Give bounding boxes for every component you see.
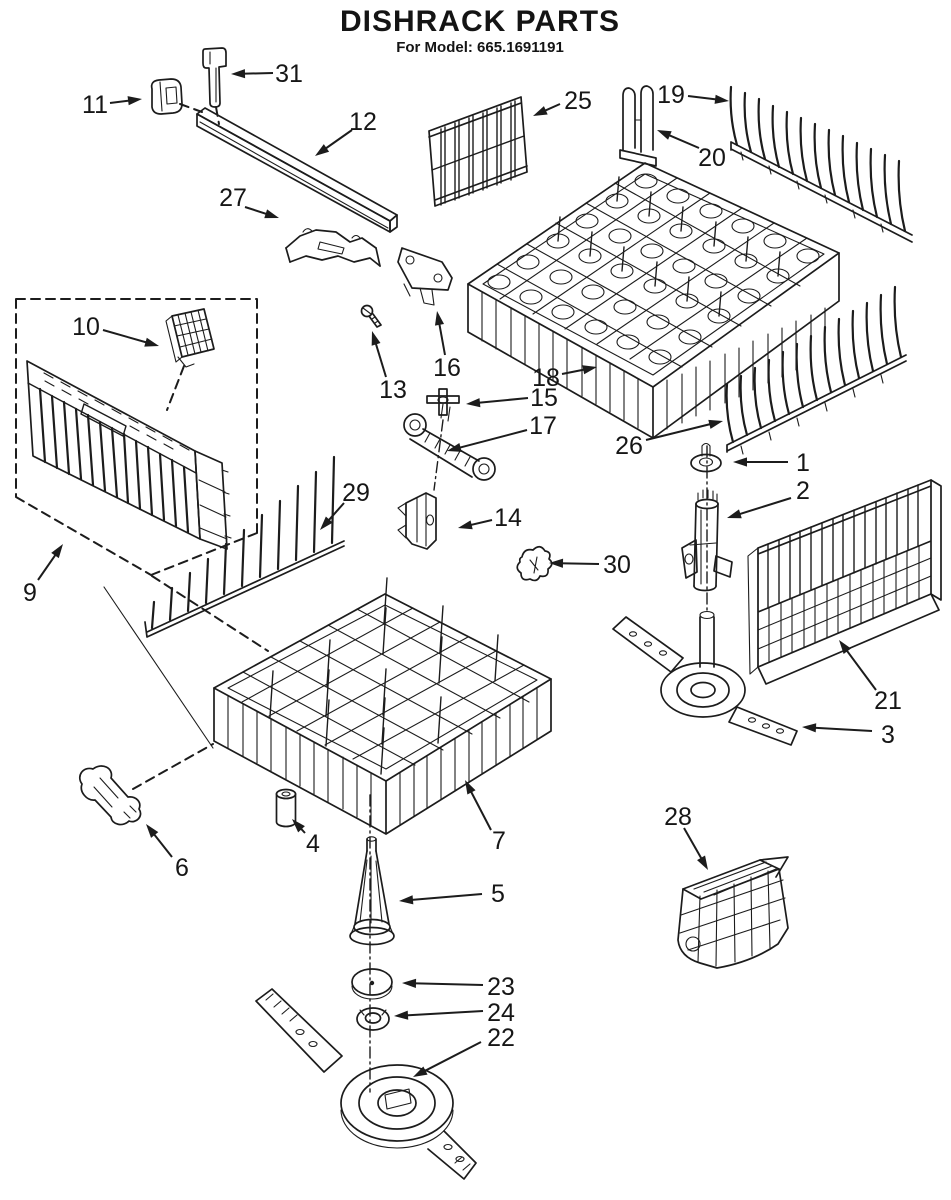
callout-20 [657, 130, 726, 172]
callout-9 [23, 544, 63, 607]
callout-27 [219, 184, 279, 218]
part-24-grommet-drawing [357, 1008, 389, 1030]
part-18-upper-dishrack-drawing [468, 163, 839, 438]
callout-number: 23 [487, 973, 515, 1001]
part-13-screw-drawing [362, 306, 382, 328]
callout-number: 9 [23, 579, 37, 607]
callout-number: 5 [491, 880, 505, 908]
callout-number: 13 [379, 376, 407, 404]
callout-number: 2 [796, 477, 810, 505]
callout-number: 25 [564, 87, 592, 115]
part-14-bracket-drawing [398, 493, 436, 549]
callout-number: 22 [487, 1024, 515, 1052]
callout-number: 19 [657, 81, 685, 109]
page-title: DISHRACK PARTS [339, 5, 621, 38]
callout-number: 20 [698, 144, 726, 172]
part-25-tine-rack-section-drawing [429, 97, 527, 206]
part-30-clip-drawing [517, 547, 552, 581]
callout-number: 28 [664, 803, 692, 831]
model-line: For Model: 665.1691191 [396, 39, 564, 56]
callout-23 [402, 973, 515, 1001]
part-7-lower-dishrack-drawing [214, 578, 551, 834]
part-5-feedtube-drawing [350, 837, 394, 945]
construction-lines [104, 104, 707, 1092]
callout-number: 10 [72, 313, 100, 341]
callout-number: 6 [175, 854, 189, 882]
callout-22 [413, 1024, 515, 1077]
part-10-insert-drawing [166, 309, 214, 367]
callout-5 [399, 880, 505, 908]
part-29-spike-strip-drawing [145, 457, 344, 637]
part-15-hub-drawing [427, 389, 459, 415]
callout-number: 18 [532, 364, 560, 392]
part-20-clip-drawing [620, 86, 656, 166]
callout-25 [533, 87, 592, 116]
callout-number: 21 [874, 687, 902, 715]
part-21-basket-panel-drawing [748, 480, 941, 684]
callout-number: 24 [487, 999, 515, 1027]
part-11-end-cap-drawing [152, 79, 182, 114]
callout-number: 17 [529, 412, 557, 440]
callout-2 [727, 477, 810, 518]
callout-number: 4 [306, 830, 320, 858]
callout-number: 26 [615, 432, 643, 460]
callout-21 [839, 640, 902, 715]
callout-11 [82, 91, 142, 119]
part-6-axle-drawing [80, 766, 141, 825]
callout-14 [458, 504, 522, 532]
callout-number: 12 [349, 108, 377, 136]
callout-4 [292, 819, 320, 858]
callout-29 [320, 479, 370, 530]
callout-number: 31 [275, 60, 303, 88]
callout-3 [802, 721, 895, 749]
callout-13 [372, 331, 407, 404]
part-16-bracket-drawing [398, 248, 452, 305]
callout-1 [733, 449, 810, 477]
callout-number: 1 [796, 449, 810, 477]
callout-number: 3 [881, 721, 895, 749]
part-28-small-basket-drawing [678, 857, 788, 968]
part-4-roller-drawing [277, 790, 296, 827]
callout-6 [146, 824, 189, 882]
callout-number: 11 [82, 91, 108, 119]
callout-number: 29 [342, 479, 370, 507]
part-1-washer-drawing [691, 444, 721, 472]
callout-number: 16 [433, 354, 461, 382]
callout-17 [447, 412, 557, 452]
callout-number: 30 [603, 551, 631, 579]
callout-19 [657, 81, 729, 109]
callout-16 [433, 311, 461, 382]
callout-layer [23, 60, 902, 1077]
callout-number: 27 [219, 184, 247, 212]
part-27-adjuster-bracket-drawing [286, 229, 380, 266]
callout-10 [72, 313, 159, 347]
callout-28 [664, 803, 708, 870]
callout-15 [466, 384, 558, 412]
callout-12 [315, 108, 377, 156]
callout-number: 14 [494, 504, 522, 532]
callout-7 [465, 780, 506, 855]
part-31-clip-drawing [203, 48, 226, 107]
part-19-tine-row-drawing [731, 87, 912, 242]
callout-31 [231, 60, 303, 88]
callout-number: 7 [492, 827, 506, 855]
callout-number: 15 [530, 384, 558, 412]
callout-24 [394, 999, 515, 1027]
callout-30 [549, 551, 631, 579]
part-23-washer-drawing [352, 969, 392, 999]
